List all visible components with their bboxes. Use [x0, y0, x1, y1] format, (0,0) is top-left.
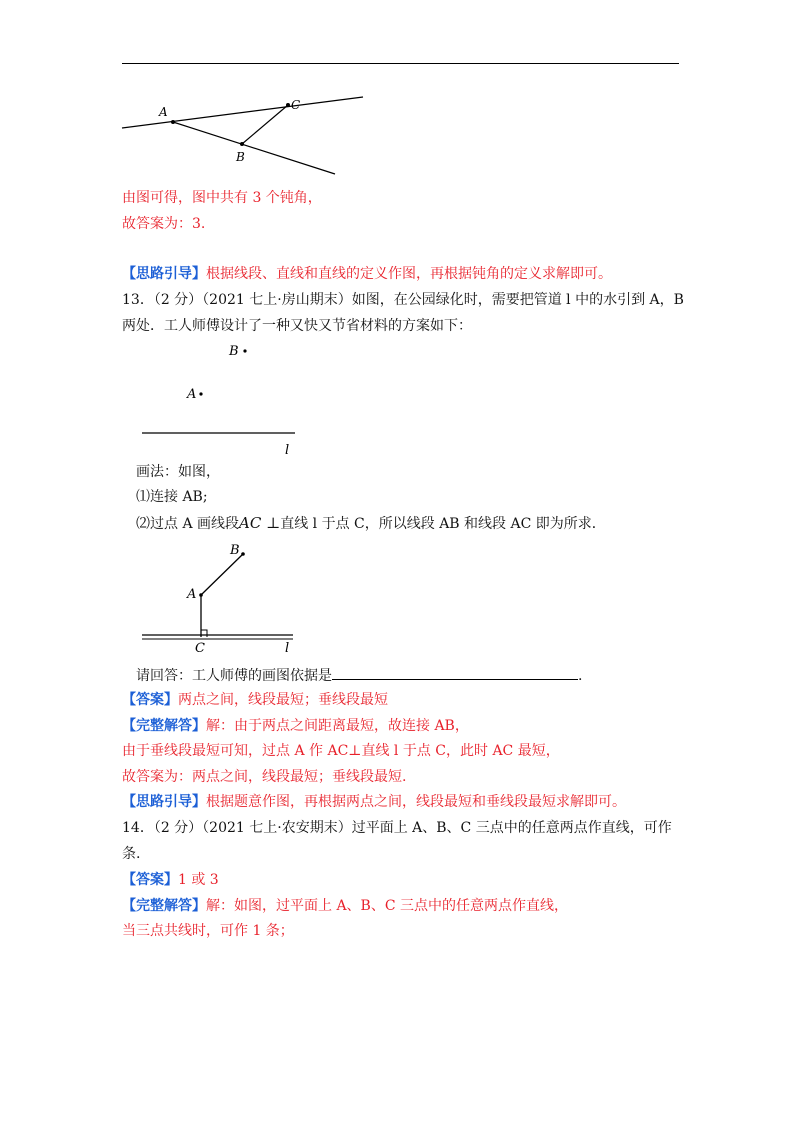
label-b: B [236, 150, 245, 164]
answer-blank [332, 665, 578, 680]
q12-conclusion-line1: 由图可得，图中共有 3 个钝角， [122, 190, 322, 206]
fig3-label-a: A [187, 587, 197, 602]
q13-solution-line2: 由于垂线段最短可知，过点 A 作 AC⊥直线 l 于点 C，此时 AC 最短， [122, 743, 560, 759]
fig2-label-l: l [285, 443, 290, 458]
q12-conclusion-line2: 故答案为：3. [122, 216, 206, 232]
fig3-label-c: C [195, 641, 205, 656]
fig2-point-a [199, 392, 202, 395]
fig3-right-angle-mark [201, 630, 207, 637]
q13-step2-pre: ⑵过点 A 画线段 [136, 516, 240, 532]
q14-answer-text: 1 或 3 [178, 872, 219, 888]
q13-answer-tag: 【答案】 [122, 692, 178, 708]
q14-solution [122, 896, 568, 916]
point-b [240, 142, 244, 146]
q14-answer [122, 870, 219, 890]
fig3-point-b [241, 552, 245, 556]
segment-bc [242, 105, 288, 144]
q13-method-title: 画法：如图， [136, 464, 220, 480]
point-a [171, 120, 175, 124]
label-a: A [159, 105, 168, 119]
point-c [286, 103, 290, 107]
q13-hint [122, 792, 626, 812]
fig2-label-b: B [229, 344, 239, 359]
q14-solution-tag: 【完整解答】 [122, 898, 206, 914]
q13-question-end: . [578, 668, 583, 684]
q14-stem-line2: 条. [122, 846, 141, 862]
fig3-point-a [199, 593, 203, 597]
fig3-label-l: l [285, 641, 290, 656]
q14-solution-line1: 解：如图，过平面上 A、B、C 三点中的任意两点作直线， [206, 898, 569, 914]
fig2-label-a: A [187, 387, 197, 402]
q12-hint-tag: 【思路引导】 [122, 266, 206, 282]
figure-before [135, 338, 305, 460]
q13-hint-text: 根据题意作图，再根据两点之间，线段最短和垂线段最短求解即可。 [206, 794, 626, 810]
fig3-label-b: B [230, 543, 240, 558]
q14-stem-line1: 14．（2 分）（2021 七上·农安期末）过平面上 A、B、C 三点中的任意两点作直线，可作 [122, 820, 672, 836]
q13-question [136, 665, 582, 686]
q13-step2 [136, 513, 606, 534]
q14-solution-line2: 当三点共线时，可作 1 条； [122, 923, 294, 939]
figure-after [135, 538, 305, 660]
q13-step1: ⑴连接 AB; [136, 489, 208, 505]
q13-hint-tag: 【思路引导】 [122, 794, 206, 810]
q13-solution [122, 716, 469, 736]
q13-step2-math: AC ⊥ [239, 514, 281, 532]
q13-stem-line2: 两处．工人师傅设计了一种又快又节省材料的方案如下： [122, 318, 472, 334]
label-c: C [291, 98, 301, 112]
q13-solution-tag: 【完整解答】 [122, 718, 206, 734]
fig3-segment-ab [201, 554, 243, 595]
q13-solution-line1: 解：由于两点之间距离最短，故连接 AB， [206, 718, 469, 734]
q14-answer-tag: 【答案】 [122, 872, 178, 888]
q12-hint [122, 264, 612, 284]
q13-answer-text: 两点之间，线段最短；垂线段最短 [178, 692, 388, 708]
q13-stem-line1: 13．（2 分）（2021 七上·房山期末）如图，在公园绿化时，需要把管道 l 中的水引到 A，B [122, 292, 684, 308]
q13-step2-post: 直线 l 于点 C，所以线段 AB 和线段 AC 即为所求． [280, 516, 606, 532]
q12-hint-text: 根据线段、直线和直线的定义作图，再根据钝角的定义求解即可。 [206, 266, 612, 282]
q13-question-text: 请回答：工人师傅的画图依据是 [136, 668, 332, 684]
q13-solution-line3: 故答案为：两点之间，线段最短；垂线段最短. [122, 769, 407, 785]
header-rule [122, 63, 679, 64]
ray-ab [173, 122, 335, 174]
figure-angle-diagram [115, 90, 375, 180]
q13-answer [122, 690, 388, 710]
fig2-point-b [243, 349, 246, 352]
